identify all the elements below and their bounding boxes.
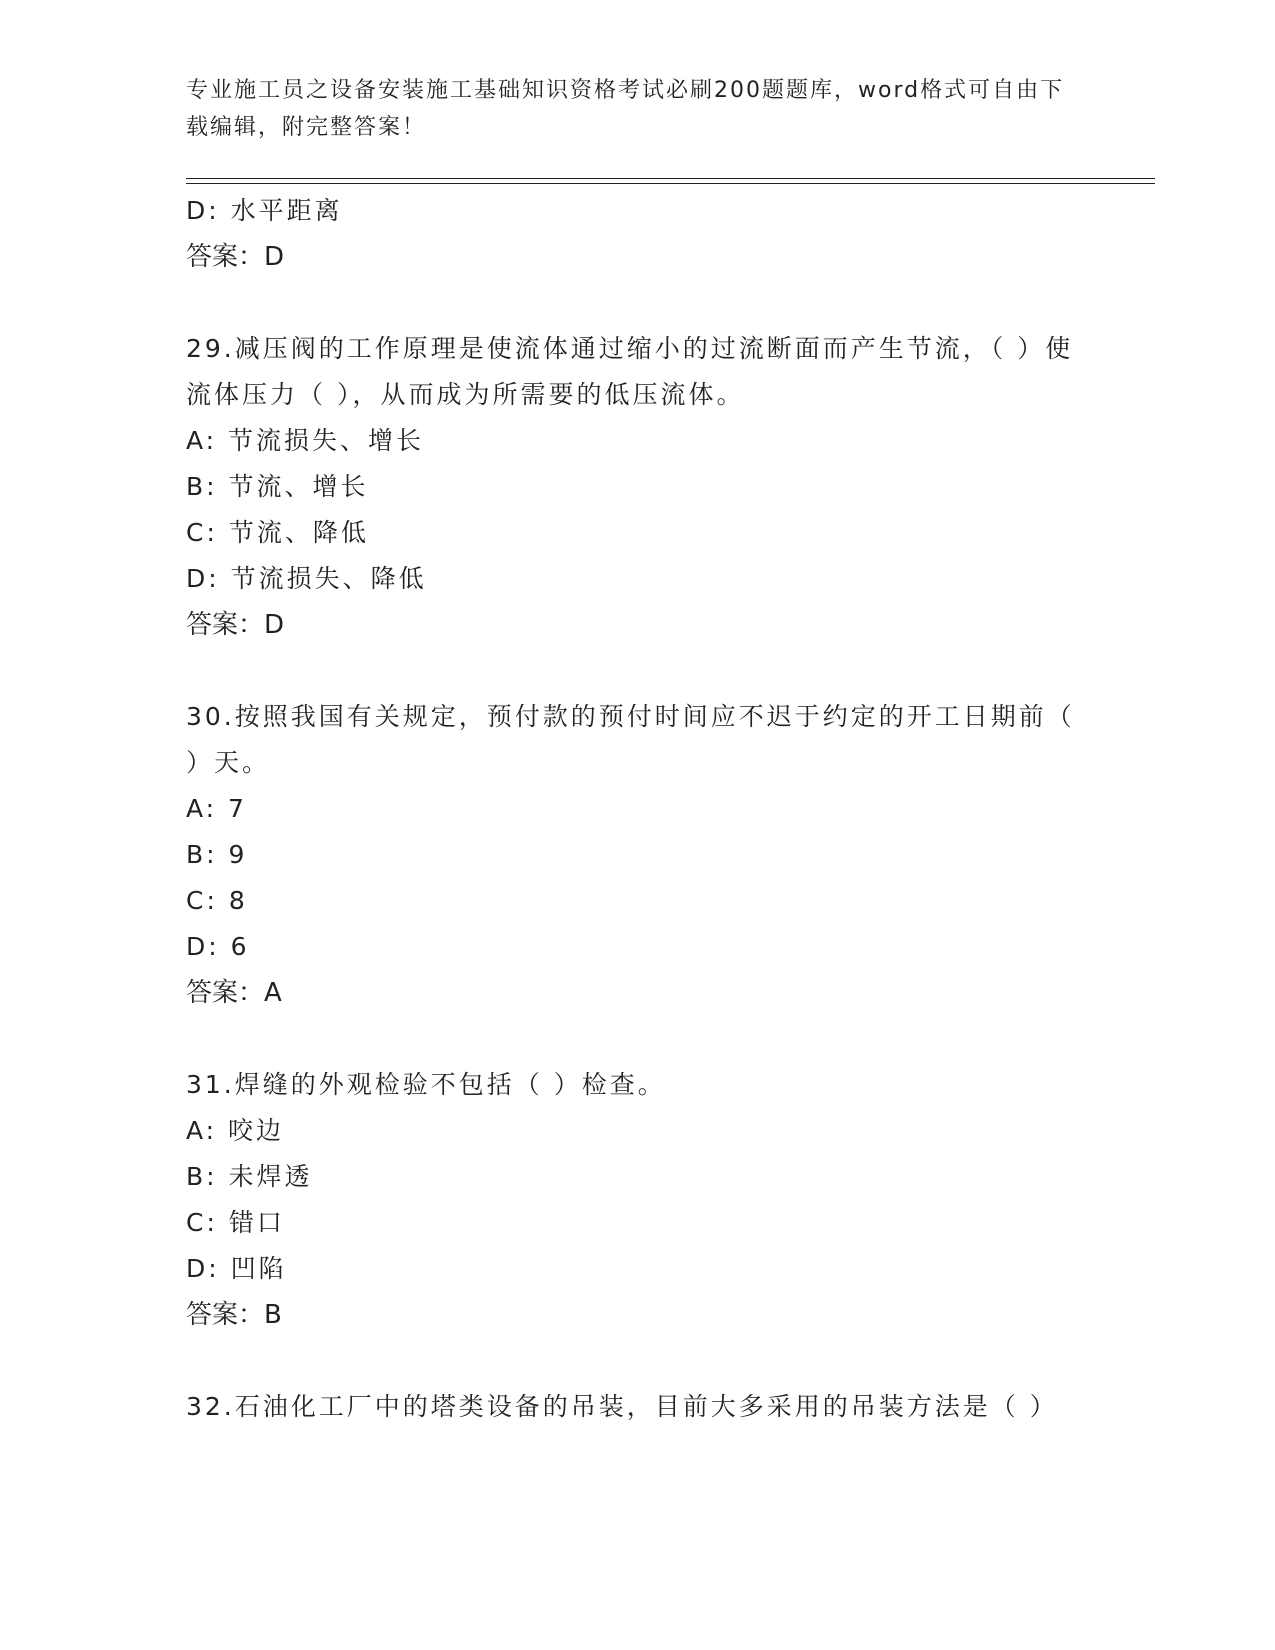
question-30-answer: 答案：A xyxy=(186,978,282,1008)
question-29-text: 29.减压阀的工作原理是使流体通过缩小的过流断面而产生节流，（ ）使流体压力（ ），从而成为所需要的低压流体。 xyxy=(186,334,1074,409)
header-rule-bottom xyxy=(186,183,1155,184)
question-30-text: 30.按照我国有关规定，预付款的预付时间应不迟于约定的开工日期前（ ）天。 xyxy=(186,702,1075,777)
question-30-option-d: D: 6 xyxy=(186,932,250,961)
question-31-option-d: D: 凹陷 xyxy=(186,1254,287,1283)
document-header: 专业施工员之设备安装施工基础知识资格考试必刷200题题库，word格式可自由下载编辑，附完整答案！ xyxy=(186,78,1065,140)
question-29-option-c: C: 节流、降低 xyxy=(186,518,369,547)
question-29-option-a: A: 节流损失、增长 xyxy=(186,426,425,455)
header-rule-top xyxy=(186,178,1155,179)
question-31-option-c: C: 错口 xyxy=(186,1208,285,1237)
question-30-option-c: C: 8 xyxy=(186,886,248,915)
question-30-option-a: A: 7 xyxy=(186,794,247,823)
prev-option-d: D: 水平距离 xyxy=(186,196,343,225)
question-31-option-a: A: 咬边 xyxy=(186,1116,285,1145)
question-29-option-d: D: 节流损失、降低 xyxy=(186,564,427,593)
question-31-option-b: B: 未焊透 xyxy=(186,1162,313,1191)
prev-answer: 答案：D xyxy=(186,242,285,272)
question-29-option-b: B: 节流、增长 xyxy=(186,472,369,501)
question-31-text: 31.焊缝的外观检验不包括（ ）检查。 xyxy=(186,1070,666,1099)
question-30-option-b: B: 9 xyxy=(186,840,248,869)
question-29-answer: 答案：D xyxy=(186,610,285,640)
question-31-answer: 答案：B xyxy=(186,1300,282,1330)
question-list xyxy=(186,188,1086,1430)
question-32-text: 32.石油化工厂中的塔类设备的吊装，目前大多采用的吊装方法是（ ） xyxy=(186,1392,1058,1421)
